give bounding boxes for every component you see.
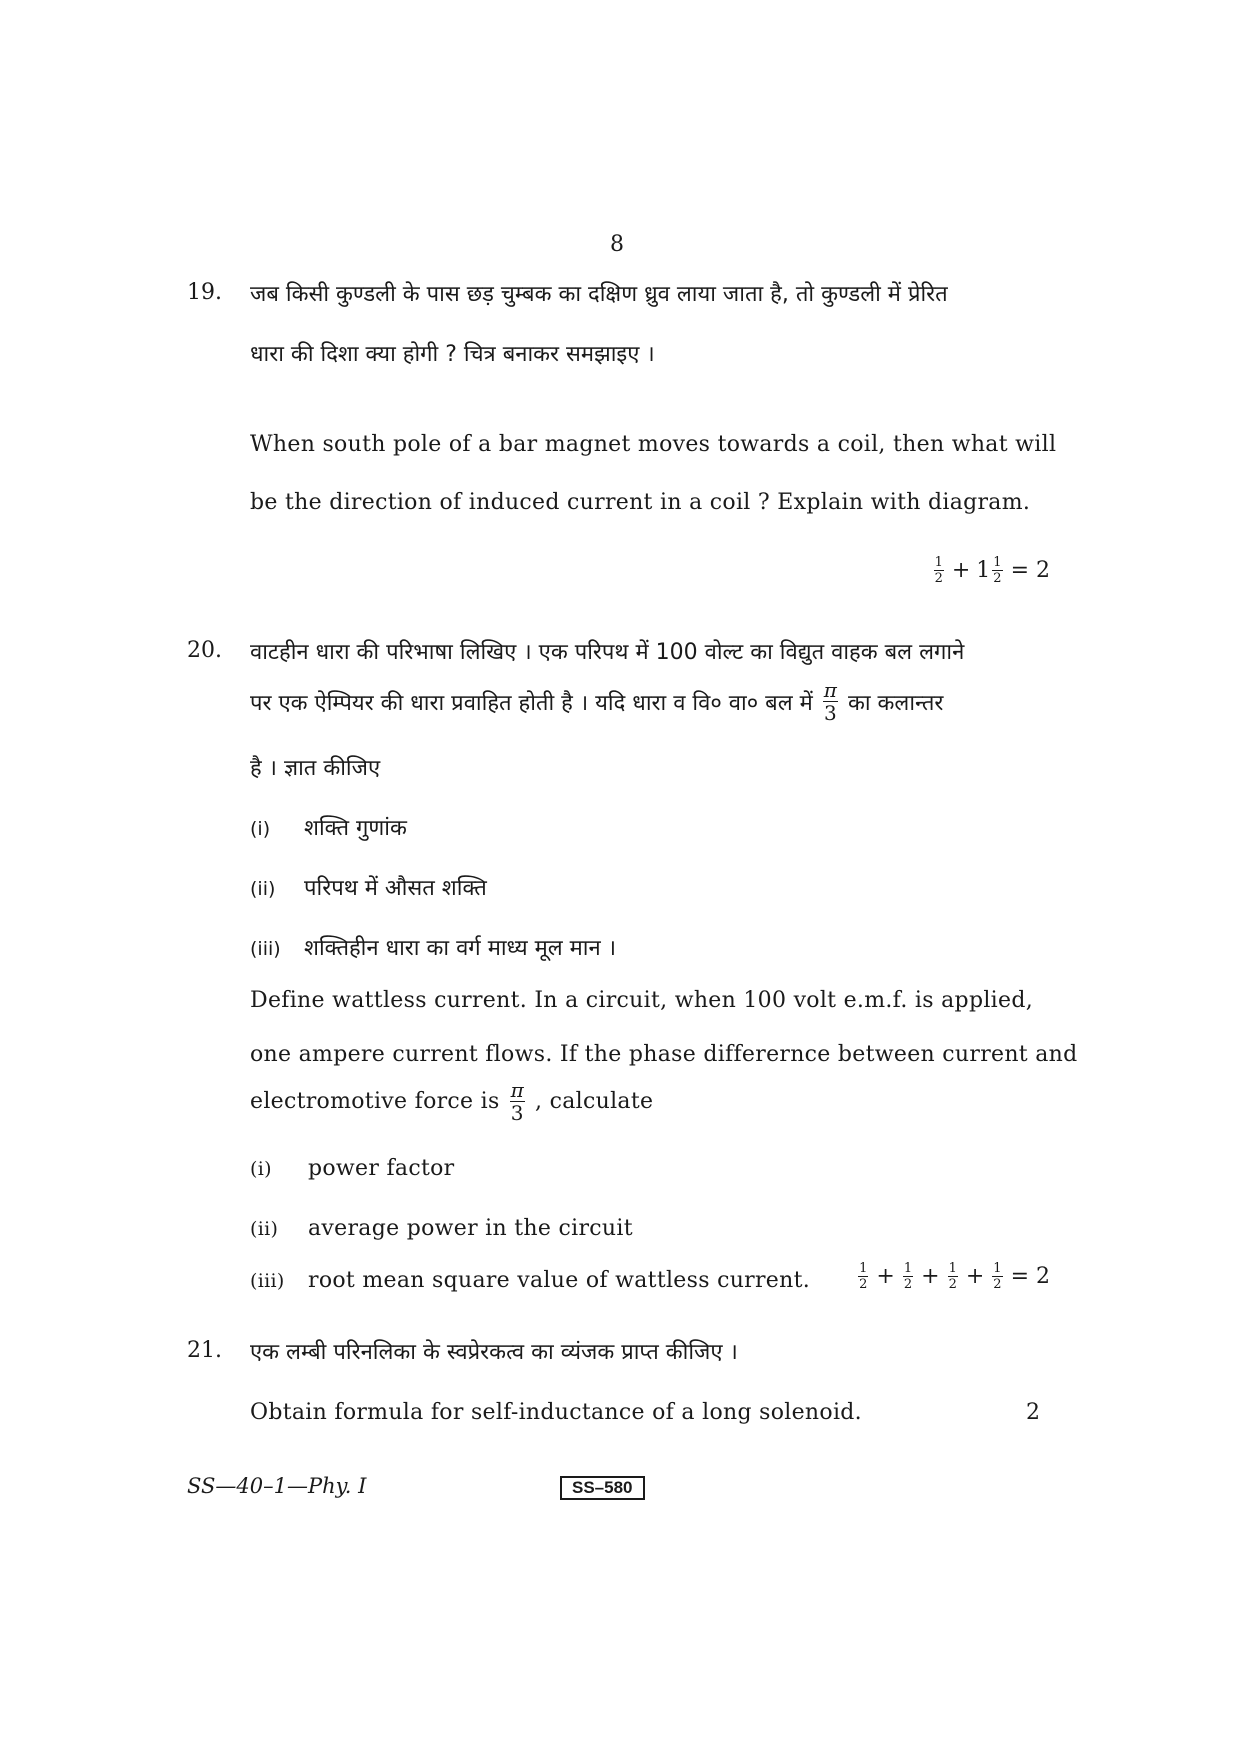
marks-fraction: $\frac{1}{2}$ (903, 1261, 913, 1292)
q20-english-item-1: (i) power factor (250, 1156, 455, 1181)
q20-english-line-2: one ampere current flows. If the phase differernce between current and (250, 1042, 1078, 1067)
pi-over-three: $\frac{\pi}{3}$ (823, 678, 837, 725)
q19-number: 19. (187, 280, 222, 305)
marks-fraction: $\frac{1}{2}$ (993, 555, 1002, 586)
page-number: 8 (610, 232, 624, 257)
q19-hindi-line-2: धारा की दिशा क्या होगी ? चित्र बनाकर समझाइए । (250, 342, 655, 367)
q20-english-item-3: (iii) root mean square value of wattless current. (250, 1268, 811, 1293)
q21-hindi-line-1: एक लम्बी परिनलिका के स्वप्रेरकत्व का व्यंजक प्राप्त कीजिए । (250, 1340, 738, 1365)
q21-english-line-1: Obtain formula for self-inductance of a long solenoid. (250, 1400, 862, 1425)
q20-hindi-item-2: (ii) परिपथ में औसत शक्ति (250, 876, 487, 901)
q19-english-line-2: be the direction of induced current in a coil ? Explain with diagram. (250, 490, 1031, 515)
q20-english-line-1: Define wattless current. In a circuit, when 100 volt e.m.f. is applied, (250, 988, 1033, 1013)
q19-marks: $\frac{1}{2}$ + 1 $\frac{1}{2}$ = 2 (934, 555, 1050, 586)
q21-marks: 2 (1026, 1400, 1040, 1425)
q20-hindi-item-1: (i) शक्ति गुणांक (250, 816, 407, 841)
q21-number: 21. (187, 1338, 222, 1363)
q20-hindi-line-3: है । ज्ञात कीजिए (250, 756, 381, 781)
q20-marks: $\frac{1}{2}$ + $\frac{1}{2}$ + $\frac{1}{2}$ + $\frac{1}{2}$ = 2 (859, 1261, 1050, 1292)
q20-hindi-line-1: वाटहीन धारा की परिभाषा लिखिए । एक परिपथ में 100 वोल्ट का विद्युत वाहक बल लगाने (250, 640, 965, 665)
q20-english-item-2: (ii) average power in the circuit (250, 1216, 633, 1241)
q19-hindi-line-1: जब किसी कुण्डली के पास छड़ चुम्बक का दक्षिण ध्रुव लाया जाता है, तो कुण्डली में प्रेरित (250, 282, 948, 307)
paper-code: SS—40–1—Phy. I (187, 1474, 367, 1498)
pi-over-three: $\frac{\pi}{3}$ (510, 1078, 525, 1125)
q20-english-line-3: electromotive force is $\frac{\pi}{3}$ , calculate (250, 1078, 654, 1125)
series-code-box: SS–580 (560, 1476, 645, 1500)
q19-english-line-1: When south pole of a bar magnet moves towards a coil, then what will (250, 432, 1057, 457)
marks-fraction: $\frac{1}{2}$ (934, 555, 943, 586)
q20-hindi-line-2: पर एक ऐम्पियर की धारा प्रवाहित होती है । यदि धारा व वि० वा० बल में $\frac{\pi}{3}$ का कलान्तर (250, 678, 944, 725)
marks-fraction: $\frac{1}{2}$ (859, 1261, 868, 1292)
marks-fraction: $\frac{1}{2}$ (948, 1261, 957, 1292)
q20-hindi-item-3: (iii) शक्तिहीन धारा का वर्ग माध्य मूल मान । (250, 936, 617, 961)
marks-fraction: $\frac{1}{2}$ (993, 1261, 1002, 1292)
q20-number: 20. (187, 638, 222, 663)
